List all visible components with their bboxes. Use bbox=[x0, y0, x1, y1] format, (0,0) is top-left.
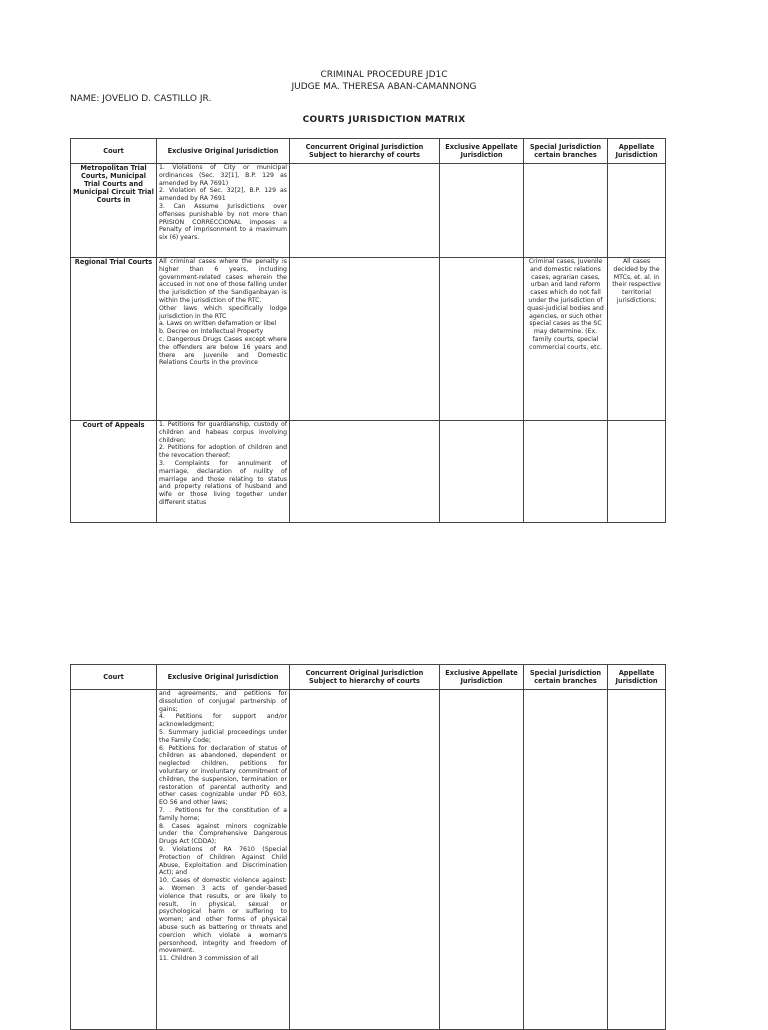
table-row bbox=[71, 421, 666, 523]
exclusive-original-cell bbox=[157, 690, 290, 1030]
col-header-court: Court bbox=[71, 665, 157, 690]
course-title: CRIMINAL PROCEDURE JD1C bbox=[320, 70, 448, 80]
col-header-court: Court bbox=[71, 139, 157, 164]
exclusive-appellate-cell bbox=[440, 164, 524, 258]
jurisdiction-table-page1 bbox=[70, 138, 666, 523]
court-name bbox=[71, 690, 157, 1030]
court-name: Regional Trial Courts bbox=[71, 258, 157, 421]
concurrent-cell bbox=[290, 164, 440, 258]
concurrent-cell bbox=[290, 258, 440, 421]
exclusive-appellate-cell bbox=[440, 258, 524, 421]
col-header-exclusive-appellate: Exclusive Appellate Jurisdiction bbox=[440, 665, 524, 690]
exclusive-original-text: All criminal cases where the penalty is higher than 6 years, including government-related cases wherein the accused in not one of those falling under the jurisdiction of the Sandiganbayan is within the jurisdiction of the RTC. Other laws which specifically lodge jurisdiction in the RTC a. Laws on written defamation or libel b. Decree on Intellectual Property c. Dangerous Drugs Cases except where the offenders are below 16 years and there are Juvenile and Domestic Relations Courts in the province bbox=[159, 258, 287, 367]
student-name: NAME: JOVELIO D. CASTILLO JR. bbox=[70, 94, 212, 104]
col-header-concurrent: Concurrent Original Jurisdiction Subject to hierarchy of courts bbox=[290, 139, 440, 164]
col-header-appellate: Appellate Jurisdiction bbox=[608, 139, 666, 164]
col-header-exclusive-original: Exclusive Original Jurisdiction bbox=[157, 665, 290, 690]
jurisdiction-table-page2 bbox=[70, 664, 666, 1030]
col-header-appellate: Appellate Jurisdiction bbox=[608, 665, 666, 690]
court-name: Metropolitan Trial Courts, Municipal Trial Courts and Municipal Circuit Trial Courts in bbox=[71, 164, 157, 258]
appellate-cell bbox=[608, 421, 666, 523]
table-row bbox=[71, 690, 666, 1030]
table-row bbox=[71, 164, 666, 258]
concurrent-cell bbox=[290, 421, 440, 523]
special-cell bbox=[524, 690, 608, 1030]
special-cell bbox=[524, 164, 608, 258]
exclusive-original-text: 1. Petitions for guardianship, custody of children and habeas corpus involving children; 2. Petitions for adoption of children and the revocation thereof; 3. Complaints for annulment of marriage, declaration of nullity of marriage and those relating to status and property relations of husband and wife or those living together under different status bbox=[159, 421, 287, 506]
exclusive-original-text: 1. Violations of City or municipal ordinances (Sec. 32[1], B.P. 129 as amended by RA 7691) 2. Violation of Sec. 32[2], B.P. 129 as amended by RA 7691 3. Can Assume Jurisdictions over offenses punishable by not more than PRISION CORRECCIONAL imposes a Penalty of imprisonment to a maximum six (6) years. bbox=[159, 164, 287, 242]
col-header-special: Special Jurisdiction certain branches bbox=[524, 665, 608, 690]
table-header-row bbox=[71, 665, 666, 690]
col-header-exclusive-original: Exclusive Original Jurisdiction bbox=[157, 139, 290, 164]
exclusive-original-text: and agreements, and petitions for dissolution of conjugal partnership of gains; 4. Petitions for support and/or acknowledgment; 5. Summary judicial proceedings under the Family Code; 6. Petitions for declaration of status of children as abandoned, dependent or neglected children, petitions for voluntary or involuntary commitment of children, the suspension, termination or restoration of parental authority and other cases cognizable under PD 603, EO 56 and other laws; 7. . Petitions for the constitution of a family home; 8. Cases against minors cognizable under the Comprehensive Dangerous Drugs Act (CDDA); 9. Violations of RA 7610 (Special Protection of Children Against Child Abuse, Exploitation and Discrimination Act); and 10. Cases of domestic violence against: a. Women 3 acts of gender-based violence that results, or are likely to result, in physical, sexual or psychological harm or suffering to women; and other forms of physical abuse such as battering or threats and coercion which violate a woman's personhood, integrity and freedom of movement. 11. Children 3 commission of all bbox=[159, 690, 287, 963]
exclusive-original-cell bbox=[157, 421, 290, 523]
col-header-exclusive-appellate: Exclusive Appellate Jurisdiction bbox=[440, 139, 524, 164]
exclusive-original-cell bbox=[157, 164, 290, 258]
special-cell bbox=[524, 421, 608, 523]
judge-name: JUDGE MA. THERESA ABAN-CAMANNONG bbox=[291, 82, 477, 92]
table-header-row bbox=[71, 139, 666, 164]
exclusive-appellate-cell bbox=[440, 690, 524, 1030]
appellate-cell bbox=[608, 690, 666, 1030]
exclusive-appellate-cell bbox=[440, 421, 524, 523]
appellate-cell bbox=[608, 164, 666, 258]
col-header-concurrent: Concurrent Original Jurisdiction Subject to hierarchy of courts bbox=[290, 665, 440, 690]
matrix-title: COURTS JURISDICTION MATRIX bbox=[302, 115, 466, 125]
concurrent-cell bbox=[290, 690, 440, 1030]
col-header-special: Special Jurisdiction certain branches bbox=[524, 139, 608, 164]
appellate-cell: All cases decided by the MTCs, et. al. in their respective territorial jurisdictions; bbox=[608, 258, 666, 421]
exclusive-original-cell bbox=[157, 258, 290, 421]
court-name: Court of Appeals bbox=[71, 421, 157, 523]
table-row bbox=[71, 258, 666, 421]
special-cell: Criminal cases, Juvenile and domestic relations cases, agrarian cases, urban and land reform cases which do not fall under the jurisdiction of quasi-judicial bodies and agencies, or such other special cases as the SC may determine. (Ex. family courts, special commercial courts, etc. bbox=[524, 258, 608, 421]
